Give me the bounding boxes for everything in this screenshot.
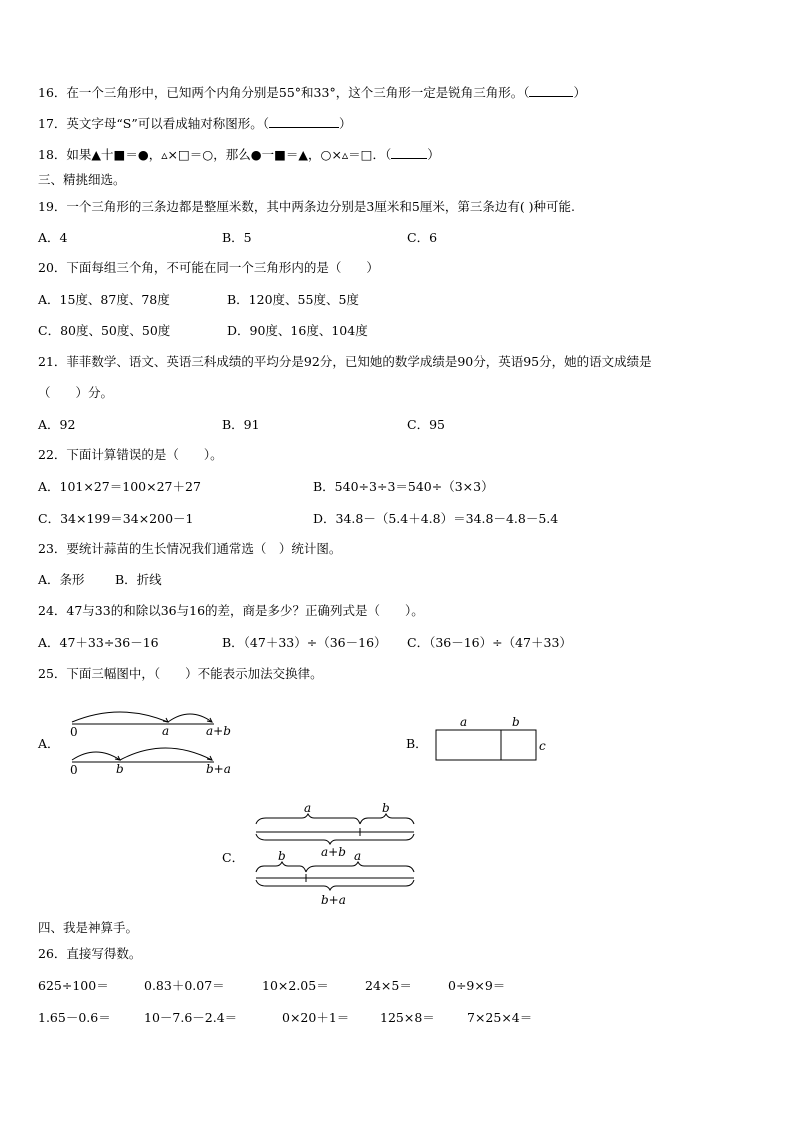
- question-16: [38, 84, 586, 101]
- question-18: [38, 146, 440, 163]
- q18-answer-blank[interactable]: [391, 146, 427, 159]
- q20-option-c[interactable]: C．80度、50度、50度: [38, 323, 171, 338]
- q22-option-c[interactable]: C．34×199＝34×200－1: [38, 511, 194, 526]
- diagram-a-zero: 0: [70, 725, 78, 739]
- q16-text: 16．在一个三角形中，已知两个内角分别是55°和33°，这个三角形一定是锐角三角形。（: [38, 85, 530, 100]
- diagram-a-label-b: b: [116, 762, 124, 776]
- q17-text: 17．英文字母“S”可以看成轴对称图形。（: [38, 116, 270, 131]
- question-19: 19．一个三角形的三条边都是整厘米数，其中两条边分别是3厘米和5厘米，第三条边有( )种可能.: [38, 199, 576, 214]
- q16-answer-blank[interactable]: [529, 84, 573, 97]
- diagram-c-brace-apb: [256, 834, 414, 844]
- diagram-c-brace-b2: [256, 862, 306, 872]
- q23-option-b[interactable]: B．折线: [115, 572, 162, 587]
- diagram-b-label-a: a: [460, 715, 468, 729]
- diagram-a-label-a: a: [162, 724, 170, 738]
- diagram-c-label-a2: a: [354, 849, 362, 863]
- q24-option-a[interactable]: A．47＋33÷36－16: [38, 635, 159, 650]
- q25-label-a[interactable]: A．: [38, 736, 60, 751]
- q22-option-b[interactable]: B．540÷3÷3＝540÷（3×3）: [313, 479, 494, 494]
- q25-label-b[interactable]: B．: [406, 736, 428, 751]
- q17-close: ）: [339, 116, 352, 131]
- question-25: 25．下面三幅图中，（ ）不能表示加法交换律。: [38, 666, 323, 681]
- diagram-a-zero-2: 0: [70, 763, 78, 777]
- diagram-a-arc-b2: [72, 752, 120, 760]
- q16-close: ）: [573, 85, 586, 100]
- diagram-c-label-apb: a+b: [321, 845, 346, 859]
- diagram-c-label-a: a: [304, 801, 312, 815]
- q19-option-c[interactable]: C．6: [407, 230, 438, 245]
- q20-option-a[interactable]: A．15度、87度、78度: [38, 292, 170, 307]
- q25-label-c[interactable]: C．: [222, 850, 245, 865]
- question-26: 26．直接写得数。: [38, 946, 142, 961]
- diagram-a-arc-a: [72, 712, 168, 722]
- q20-option-d[interactable]: D．90度、16度、104度: [227, 323, 368, 338]
- q19-option-b[interactable]: B．5: [222, 230, 252, 245]
- q23-option-a[interactable]: A．条形: [38, 572, 85, 587]
- q22-option-a[interactable]: A．101×27＝100×27＋27: [38, 479, 201, 494]
- q17-answer-blank[interactable]: [269, 115, 339, 128]
- q21-option-b[interactable]: B．91: [222, 417, 260, 432]
- q18-close: ）: [427, 147, 440, 162]
- diagram-a-label-apb: a+b: [206, 724, 231, 738]
- diagram-a-label-bpa: b+a: [206, 762, 231, 776]
- question-20: 20．下面每组三个角，不可能在同一个三角形内的是（ ）: [38, 260, 379, 275]
- diagram-c-brace-bpa: [256, 880, 414, 890]
- diagram-c-label-bpa: b+a: [321, 893, 346, 907]
- q19-option-a[interactable]: A．4: [38, 230, 68, 245]
- section-3-heading: 三、精挑细选。: [38, 172, 126, 187]
- calc-item: 0×20＋1＝: [282, 1010, 350, 1025]
- diagram-c-brace-a: [256, 814, 360, 824]
- q25-diagram-a: [60, 700, 240, 782]
- q18-text: 18．如果▲十■＝●，▵×□＝○，那么●一■＝▲，○×▵＝□．（: [38, 147, 392, 162]
- diagram-a-arc-b: [168, 714, 212, 722]
- question-24: 24．47与33的和除以36与16的差，商是多少？正确列式是（ ）。: [38, 603, 424, 618]
- calc-item: 10×2.05＝: [262, 978, 329, 993]
- diagram-a-arc-a2: [120, 748, 212, 760]
- diagram-c-brace-b: [360, 814, 414, 824]
- q21-option-a[interactable]: A．92: [38, 417, 76, 432]
- diagram-b-label-c: c: [539, 739, 546, 753]
- calc-item: 1.65－0.6＝: [38, 1010, 111, 1025]
- q24-option-b[interactable]: B．（47＋33）÷（36－16）: [222, 635, 387, 650]
- diagram-c-brace-a2: [306, 862, 414, 872]
- calc-item: 625÷100＝: [38, 978, 109, 993]
- calc-item: 0.83＋0.07＝: [144, 978, 225, 993]
- calc-item: 0÷9×9＝: [448, 978, 506, 993]
- calc-item: 10－7.6－2.4＝: [144, 1010, 238, 1025]
- diagram-b-rectangle: [436, 730, 536, 760]
- calc-item: 24×5＝: [365, 978, 412, 993]
- question-23: 23．要统计蒜苗的生长情况我们通常选（ ）统计图。: [38, 541, 342, 556]
- q24-option-c[interactable]: C．（36－16）÷（47＋33）: [407, 635, 572, 650]
- question-22: 22．下面计算错误的是（ ）。: [38, 447, 223, 462]
- section-4-heading: 四、我是神算手。: [38, 920, 139, 935]
- diagram-b-label-b: b: [512, 715, 520, 729]
- diagram-c-label-b: b: [382, 801, 390, 815]
- question-21: 21．菲菲数学、语文、英语三科成绩的平均分是92分，已知她的数学成绩是90分，英语95分，她的语文成绩是: [38, 354, 652, 369]
- diagram-c-label-b2: b: [278, 849, 286, 863]
- question-21-cont: （ ）分。: [38, 385, 114, 400]
- q22-option-d[interactable]: D．34.8－（5.4＋4.8）＝34.8－4.8－5.4: [313, 511, 559, 526]
- calc-item: 125×8＝: [380, 1010, 435, 1025]
- q20-option-b[interactable]: B．120度、55度、5度: [227, 292, 359, 307]
- q21-option-c[interactable]: C．95: [407, 417, 445, 432]
- q25-diagram-b: [430, 712, 560, 764]
- q25-diagram-c: [250, 800, 420, 910]
- calc-item: 7×25×4＝: [467, 1010, 533, 1025]
- question-17: [38, 115, 352, 132]
